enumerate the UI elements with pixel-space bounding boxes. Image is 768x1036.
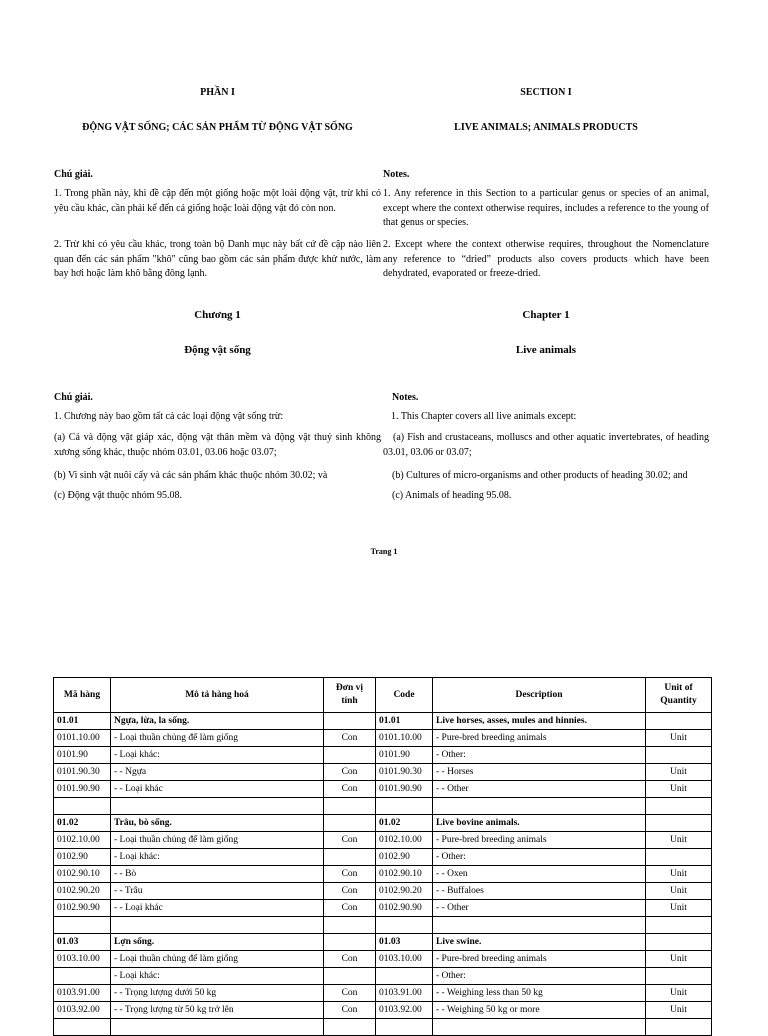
table-cell [54,917,111,934]
table-cell [324,1019,376,1036]
table-cell: - Loại thuần chủng để làm giống [111,730,324,747]
table-cell [54,798,111,815]
table-cell [646,934,712,951]
chapter-note-a-en: (a) Fish and crustaceans, molluscs and other aquatic invertebrates, of heading 03.01, 03.06 or 03.07; [383,432,709,458]
table-cell [433,1019,646,1036]
section-notes-heading-vi: Chú giải. [54,169,93,180]
table-cell: - Loại khác: [111,849,324,866]
table-cell: Unit [646,781,712,798]
table-cell: 0103.92.00 [54,1002,111,1019]
table-cell: - - Trâu [111,883,324,900]
table-cell: 0103.92.00 [376,1002,433,1019]
table-row [54,883,712,900]
table-cell: 0103.91.00 [54,985,111,1002]
table-cell [324,815,376,832]
table-cell: 0102.90 [54,849,111,866]
table-cell: 01.01 [54,713,111,730]
table-row [54,866,712,883]
table-cell: Unit [646,730,712,747]
chapter-title-en: Live animals [515,344,577,356]
table-cell: 0102.10.00 [54,832,111,849]
table-cell [324,849,376,866]
table-cell: Con [324,883,376,900]
table-row [54,798,712,815]
table-heading-row [54,934,712,951]
table-row [54,781,712,798]
table-cell [376,917,433,934]
table-cell: - - Loại khác [111,900,324,917]
table-heading-row [54,815,712,832]
table-cell [433,798,646,815]
table-cell: 0101.90.30 [376,764,433,781]
table-cell: 0102.90.10 [376,866,433,883]
table-cell: Con [324,730,376,747]
table-cell: 01.01 [376,713,433,730]
table-cell: - - Bò [111,866,324,883]
table-row [54,832,712,849]
table-cell: 0101.90 [54,747,111,764]
table-cell: - - Oxen [433,866,646,883]
table-cell [111,917,324,934]
table-cell: - Loại khác: [111,747,324,764]
table-cell: - Other: [433,849,646,866]
header-description: Description [433,678,646,713]
table-cell: 01.03 [376,934,433,951]
chapter-note-a-vi: (a) Cá và động vật giáp xác, động vật thân mềm và động vật thuỷ sinh không xương sống khác, thuộc nhóm 03.01, 03.06 hoặc 03.07; [54,432,381,458]
table-cell: Unit [646,1002,712,1019]
table-cell: 0101.90 [376,747,433,764]
table-cell: - - Ngựa [111,764,324,781]
table-cell [646,713,712,730]
table-row [54,951,712,968]
table-cell [54,968,111,985]
table-cell: - Pure-bred breeding animals [433,730,646,747]
table-cell [324,917,376,934]
table-cell [324,934,376,951]
table-cell: - Loại thuần chủng để làm giống [111,832,324,849]
header-mo-ta: Mô tả hàng hoá [111,678,324,713]
table-cell: 0101.90.90 [54,781,111,798]
table-cell: 0101.10.00 [376,730,433,747]
header-code: Code [376,678,433,713]
table-row [54,1002,712,1019]
table-cell: Con [324,900,376,917]
table-row [54,985,712,1002]
table-cell: 0101.10.00 [54,730,111,747]
chapter-label-vi: Chương 1 [194,309,241,321]
table-cell [324,747,376,764]
table-cell: - Other: [433,968,646,985]
table-cell: - - Loại khác [111,781,324,798]
table-cell: 0103.10.00 [54,951,111,968]
table-cell: Unit [646,900,712,917]
table-cell: - Loại khác: [111,968,324,985]
table-cell: Con [324,1002,376,1019]
table-cell: 0101.90.90 [376,781,433,798]
table-cell: 01.02 [376,815,433,832]
chapter-note-b-vi: (b) Vi sinh vật nuôi cấy và các sản phẩm khác thuộc nhóm 30.02; và [54,470,328,481]
chapter-note-intro-en: 1. This Chapter covers all live animals except: [391,411,577,422]
section-title-vi: ĐỘNG VẬT SỐNG; CÁC SẢN PHẨM TỪ ĐỘNG VẬT SỐNG [82,122,353,133]
table-cell [646,798,712,815]
section-note-1-vi: 1. Trong phần này, khi đề cập đến một giống hoặc một loài động vật, trừ khi có yêu cầu khác, cần phải kể đến cả giống hoặc loài động vật đó còn non. [54,188,381,214]
table-cell [324,713,376,730]
table-cell [324,968,376,985]
table-cell: - - Other [433,900,646,917]
table-cell: - - Horses [433,764,646,781]
table-row [54,849,712,866]
table-cell [646,1019,712,1036]
table-cell: Unit [646,764,712,781]
table-cell: Live swine. [433,934,646,951]
table-cell: - - Weighing 50 kg or more [433,1002,646,1019]
table-cell [646,815,712,832]
table-cell: Unit [646,832,712,849]
table-heading-row [54,713,712,730]
table-cell: - - Other [433,781,646,798]
table-cell: Unit [646,883,712,900]
table-cell: Unit [646,985,712,1002]
table-cell [376,798,433,815]
table-row [54,730,712,747]
table-cell: 0102.90.20 [376,883,433,900]
chapter-note-c-vi: (c) Động vật thuộc nhóm 95.08. [54,490,183,501]
table-row [54,968,712,985]
chapter-label-en: Chapter 1 [522,309,570,321]
table-cell: Con [324,866,376,883]
section-label-en: SECTION I [520,87,572,98]
table-cell [646,917,712,934]
table-cell: - Pure-bred breeding animals [433,832,646,849]
section-notes-heading-en: Notes. [383,169,410,180]
table-cell: 0103.10.00 [376,951,433,968]
section-note-2-en: 2. Except where the context otherwise requires, throughout the Nomenclature any reference to “dried” products also covers products which have been dehydrated, evaporated or freeze-dried. [383,239,709,279]
table-cell [376,968,433,985]
table-cell [111,1019,324,1036]
table-cell: Unit [646,866,712,883]
page-number: Trang 1 [370,547,398,556]
table-cell [433,917,646,934]
section-label-vi: PHẦN I [200,87,235,98]
table-cell [646,747,712,764]
table-cell: Live horses, asses, mules and hinnies. [433,713,646,730]
table-cell [646,968,712,985]
table-cell: - Other: [433,747,646,764]
section-note-1-en: 1. Any reference in this Section to a particular genus or species of an animal, except where the context otherwise requires, includes a reference to the young of that genus or species. [383,188,709,228]
table-cell: - - Trọng lượng dưới 50 kg [111,985,324,1002]
table-cell: Ngựa, lừa, la sống. [111,713,324,730]
chapter-title-vi: Động vật sống [184,344,251,356]
table-row [54,764,712,781]
chapter-note-intro-vi: 1. Chương này bao gồm tất cả các loại động vật sống trừ: [54,411,284,422]
table-cell: Unit [646,951,712,968]
table-cell: - Loại thuần chủng để làm giống [111,951,324,968]
section-title-en: LIVE ANIMALS; ANIMALS PRODUCTS [454,122,638,133]
table-cell: Con [324,832,376,849]
table-cell: Con [324,764,376,781]
table-cell: 0102.90.10 [54,866,111,883]
table-cell [376,1019,433,1036]
table-cell: 0103.91.00 [376,985,433,1002]
table-cell: Con [324,985,376,1002]
chapter-notes-heading-vi: Chú giải. [54,392,93,403]
table-cell [111,798,324,815]
section-note-2-vi: 2. Trừ khi có yêu cầu khác, trong toàn bộ Danh mục này bất cứ đề cập nào liên quan đến các sản phẩm "khô" cũng bao gồm các sản phẩm được khử nước, làm bay hơi hoặc làm khô bằng đông lạnh. [54,239,381,279]
table-cell: 0102.90.20 [54,883,111,900]
chapter-notes-heading-en: Notes. [392,392,419,403]
table-cell: Con [324,951,376,968]
chapter-note-c-en: (c) Animals of heading 95.08. [392,490,512,501]
table-row [54,747,712,764]
chapter-note-b-en: (b) Cultures of micro-organisms and other products of heading 30.02; and [392,470,688,481]
table-row [54,1019,712,1036]
table-cell: - - Buffaloes [433,883,646,900]
table-cell: Live bovine animals. [433,815,646,832]
table-row [54,917,712,934]
table-cell [646,849,712,866]
table-cell: Trâu, bò sống. [111,815,324,832]
tariff-table [53,677,712,1036]
table-cell: 01.02 [54,815,111,832]
table-cell: 0101.90.30 [54,764,111,781]
table-row [54,900,712,917]
table-cell: - - Trọng lượng từ 50 kg trở lên [111,1002,324,1019]
header-don-vi: Đơn vị tính [324,678,376,713]
table-cell: 0102.90.90 [54,900,111,917]
table-cell: 0102.90.90 [376,900,433,917]
table-header-row [54,678,712,713]
header-unit: Unit of Quantity [646,678,712,713]
table-cell: 0102.10.00 [376,832,433,849]
table-cell: - - Weighing less than 50 kg [433,985,646,1002]
table-cell: Con [324,781,376,798]
table-cell [324,798,376,815]
header-ma-hang: Mã hàng [54,678,111,713]
table-cell: Lợn sống. [111,934,324,951]
table-cell [54,1019,111,1036]
table-cell: 01.03 [54,934,111,951]
table-cell: - Pure-bred breeding animals [433,951,646,968]
table-cell: 0102.90 [376,849,433,866]
